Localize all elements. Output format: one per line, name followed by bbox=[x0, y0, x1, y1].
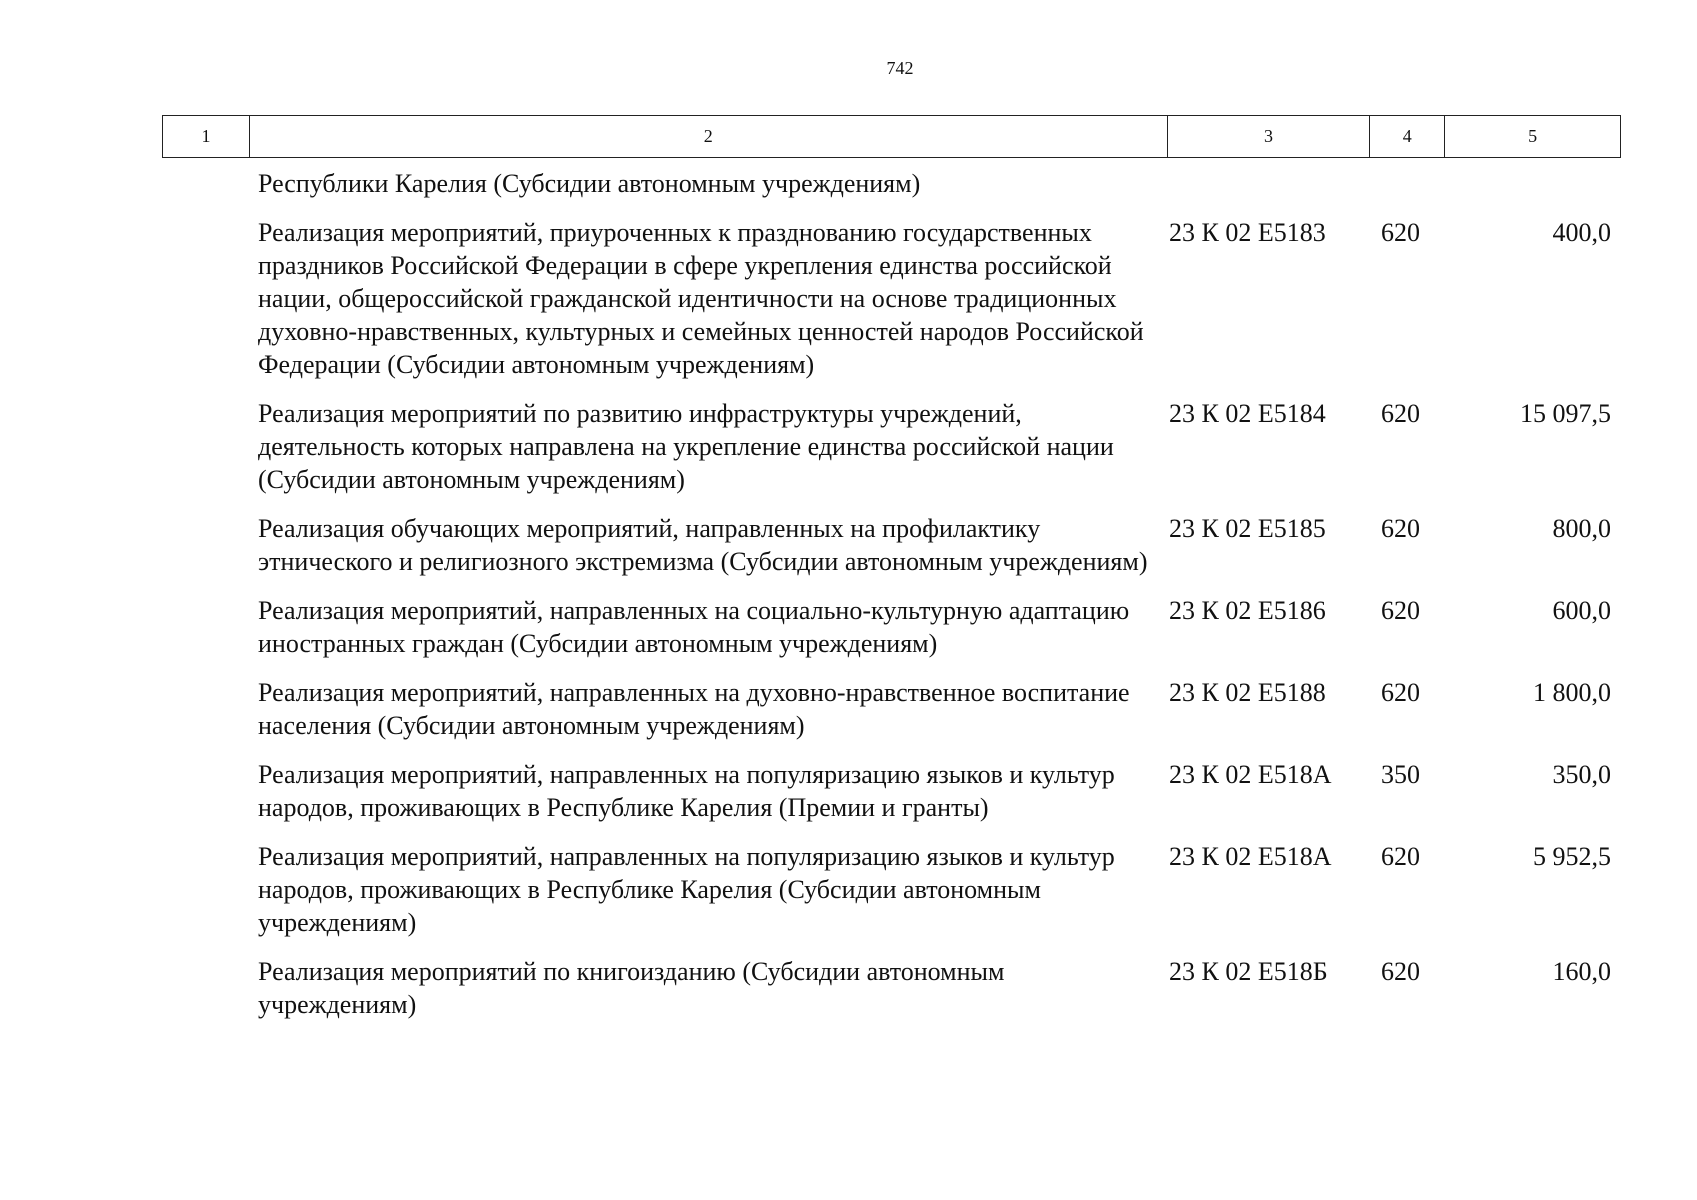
row-name: Реализация мероприятий по развитию инфраструктуры учреждений, деятельность которых направлена на укрепление единства российской нации (Субсидии автономным учреждениям) bbox=[258, 399, 1114, 494]
table-row bbox=[162, 840, 1621, 939]
row-code: 23 К 02 E5186 bbox=[1169, 596, 1326, 625]
row-code: 23 К 02 E5183 bbox=[1169, 218, 1326, 247]
row-type: 350 bbox=[1381, 760, 1420, 789]
row-amount: 800,0 bbox=[1552, 514, 1611, 543]
page-number: 742 bbox=[886, 58, 914, 78]
row-type: 620 bbox=[1381, 514, 1420, 543]
header-col-3: 3 bbox=[1168, 116, 1371, 157]
table-body bbox=[162, 167, 1621, 1037]
row-type: 620 bbox=[1381, 842, 1420, 871]
row-name: Реализация мероприятий, направленных на популяризацию языков и культур народов, проживающих в Республике Карелия (Премии и гранты) bbox=[258, 760, 1115, 822]
row-name: Реализация мероприятий по книгоизданию (Субсидии автономным учреждениям) bbox=[258, 957, 1005, 1019]
table-row bbox=[162, 955, 1621, 1021]
row-code: 23 К 02 E5184 bbox=[1169, 399, 1326, 428]
row-name: Реализация мероприятий, направленных на популяризацию языков и культур народов, проживающих в Республике Карелия (Субсидии автономным учреждениям) bbox=[258, 842, 1115, 937]
row-amount: 1 800,0 bbox=[1533, 678, 1611, 707]
row-code: 23 К 02 E518А bbox=[1169, 760, 1332, 789]
row-code: 23 К 02 E5185 bbox=[1169, 514, 1326, 543]
table-header bbox=[162, 115, 1621, 158]
table-row bbox=[162, 397, 1621, 496]
row-name: Реализация мероприятий, приуроченных к празднованию государственных праздников Российской Федерации в сфере укрепления единства российской нации, общероссийской гражданской идентичности на основе традиционных духовно-нравственных, культурных и семейных ценностей народов Российской Федерации (Субсидии автономным учреждениям) bbox=[258, 218, 1144, 379]
table-row bbox=[162, 216, 1621, 381]
header-col-5: 5 bbox=[1528, 126, 1538, 146]
row-amount: 160,0 bbox=[1552, 957, 1611, 986]
row-type: 620 bbox=[1381, 399, 1420, 428]
row-code: 23 К 02 E518А bbox=[1169, 842, 1332, 871]
table-row bbox=[162, 512, 1621, 578]
row-name: Реализация мероприятий, направленных на социально-культурную адаптацию иностранных граждан (Субсидии автономным учреждениям) bbox=[258, 596, 1130, 658]
row-amount: 5 952,5 bbox=[1533, 842, 1611, 871]
row-amount: 600,0 bbox=[1552, 596, 1611, 625]
row-type: 620 bbox=[1381, 678, 1420, 707]
row-code: 23 К 02 E518Б bbox=[1169, 957, 1328, 986]
intro-text: Республики Карелия (Субсидии автономным учреждениям) bbox=[258, 169, 921, 198]
row-name: Реализация обучающих мероприятий, направленных на профилактику этнического и религиозного экстремизма (Субсидии автономным учреждениям) bbox=[258, 514, 1148, 576]
header-col-4: 4 bbox=[1370, 116, 1445, 157]
row-type: 620 bbox=[1381, 218, 1420, 247]
header-col-2: 2 bbox=[250, 116, 1168, 157]
header-col-1: 1 bbox=[163, 116, 250, 157]
row-amount: 350,0 bbox=[1552, 760, 1611, 789]
table-row bbox=[162, 758, 1621, 824]
row-type: 620 bbox=[1381, 596, 1420, 625]
row-amount: 15 097,5 bbox=[1520, 399, 1611, 428]
table-row bbox=[162, 594, 1621, 660]
table-row bbox=[162, 676, 1621, 742]
row-name: Реализация мероприятий, направленных на духовно-нравственное воспитание населения (Субсидии автономным учреждениям) bbox=[258, 678, 1130, 740]
row-code: 23 К 02 E5188 bbox=[1169, 678, 1326, 707]
row-type: 620 bbox=[1381, 957, 1420, 986]
row-amount: 400,0 bbox=[1552, 218, 1611, 247]
